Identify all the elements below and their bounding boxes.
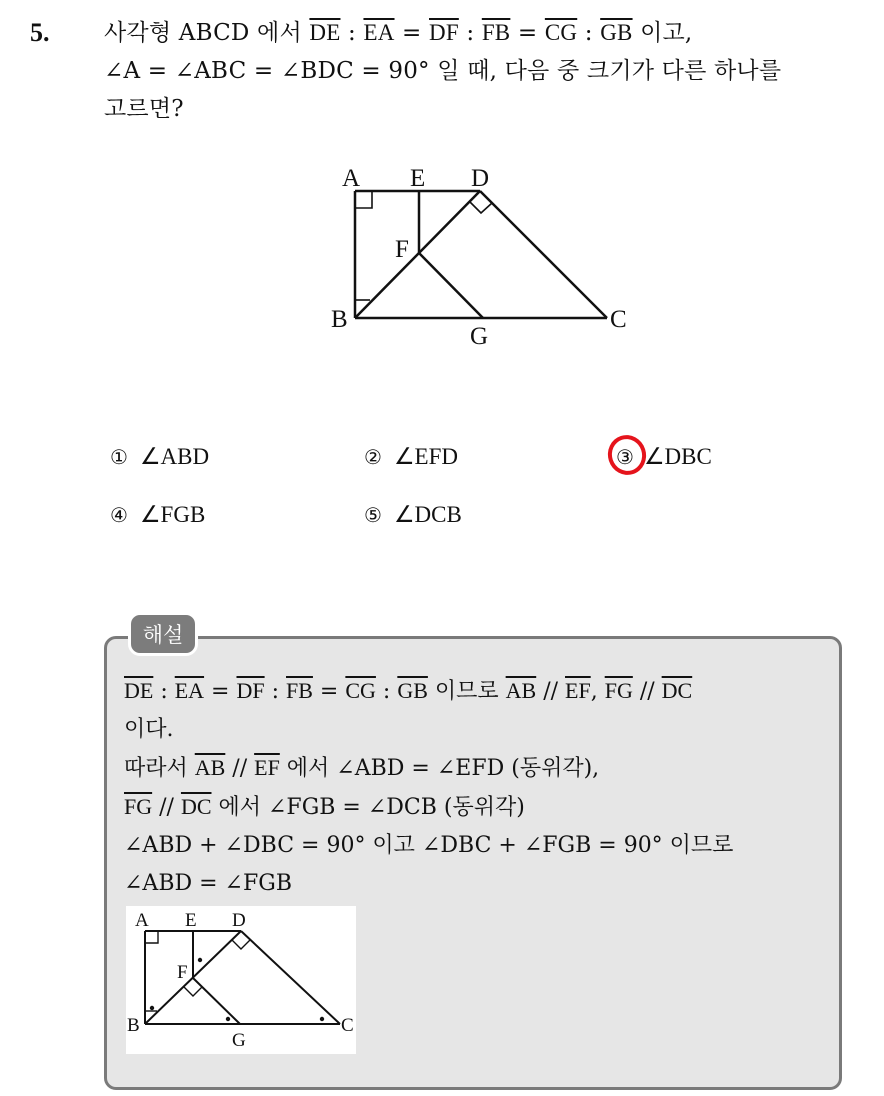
segment-DF: $\overline{DF}$ [236, 678, 265, 703]
label-D: D [471, 165, 490, 192]
sol-label-E: E [185, 910, 197, 931]
colon: : [458, 20, 482, 46]
choice-label: ∠FGB [139, 502, 206, 527]
equals: = [510, 20, 545, 46]
text: 에서 ∠ABD = ∠EFD (동위각), [279, 756, 600, 781]
stem-intro: 사각형 ABCD 에서 [104, 20, 302, 46]
segment-GB: $\overline{GB}$ [600, 20, 633, 45]
segment-AB: $\overline{AB}$ [194, 755, 226, 780]
segment-DF: $\overline{DF}$ [429, 20, 459, 45]
question-stem [104, 14, 864, 128]
segment-DC: $\overline{DC}$ [661, 678, 693, 703]
sol-label-B: B [127, 1015, 140, 1036]
segment-GB: $\overline{GB}$ [397, 678, 428, 703]
diagonal-BD [355, 191, 480, 318]
choice-label: ∠DBC [643, 444, 712, 469]
stem-tail: 이고, [632, 20, 693, 46]
equals: = [394, 20, 430, 46]
segment-CG: $\overline{CG}$ [544, 20, 578, 45]
solution-line-6: ∠ABD = ∠FGB [124, 871, 292, 896]
parallel-symbol: // [152, 795, 181, 820]
segment-EA: $\overline{EA}$ [363, 20, 395, 45]
colon: : [264, 679, 287, 704]
solution-tab: 해설 [128, 612, 198, 656]
colon: : [375, 679, 398, 704]
colon: : [340, 20, 364, 46]
right-angle-D [470, 202, 492, 213]
parallel-symbol: // [536, 679, 566, 704]
label-F: F [395, 236, 409, 263]
answer-circle-mark [603, 430, 652, 480]
choice-number: ① [110, 445, 128, 469]
choice-number: ② [364, 445, 382, 469]
choice-1[interactable] [110, 444, 209, 470]
segment-FB: $\overline{FB}$ [481, 20, 511, 45]
question-number: 5. [30, 18, 50, 47]
choice-number: ④ [110, 503, 128, 527]
segment-EA: $\overline{EA}$ [174, 678, 205, 703]
segment-FG: $\overline{FG}$ [124, 794, 153, 819]
solution-line-3 [124, 749, 834, 788]
label-A: A [342, 165, 361, 192]
segment-FB: $\overline{FB}$ [286, 678, 313, 703]
label-G: G [470, 323, 489, 350]
label-B: B [331, 306, 348, 333]
sol-label-F: F [177, 962, 188, 983]
sol-label-D: D [232, 910, 246, 931]
choice-2[interactable] [364, 444, 458, 470]
segment-AB: $\overline{AB}$ [505, 678, 537, 703]
segment-EF: $\overline{EF}$ [565, 678, 591, 703]
solution-connector: 이므로 [427, 679, 506, 704]
label-C: C [610, 306, 627, 333]
quadrilateral-figure [325, 160, 645, 360]
solution-text [124, 672, 834, 903]
segment-DE: $\overline{DE}$ [309, 20, 341, 45]
segment-CG: $\overline{CG}$ [345, 678, 376, 703]
stem-line-3: 고르면? [104, 96, 184, 122]
equals: = [204, 679, 237, 704]
colon: : [577, 20, 601, 46]
colon: : [153, 679, 175, 704]
parallel-symbol: // [632, 679, 662, 704]
solution-figure [126, 906, 356, 1054]
solution-line-1 [124, 672, 834, 711]
choice-4[interactable] [110, 502, 205, 528]
sol-label-C: C [341, 1015, 354, 1036]
comma: , [590, 679, 605, 704]
equals: = [312, 679, 346, 704]
choice-number: ⑤ [364, 503, 382, 527]
text: 에서 ∠FGB = ∠DCB (동위각) [211, 795, 525, 820]
solution-line-4 [124, 788, 834, 827]
right-angle-A [355, 191, 372, 208]
choice-number-text: ③ [616, 445, 634, 469]
segment-FG: $\overline{FG}$ [604, 678, 633, 703]
segment-EF: $\overline{EF}$ [254, 755, 280, 780]
choice-label: ∠DCB [393, 502, 462, 527]
sol-label-A: A [135, 910, 149, 931]
edge-DC [480, 191, 607, 318]
solution-line-2: 이다. [124, 717, 174, 742]
choice-3[interactable] [616, 444, 712, 470]
segment-DC: $\overline{DC}$ [180, 794, 212, 819]
text: 따라서 [124, 756, 195, 781]
stem-line-2: ∠A = ∠ABC = ∠BDC = 90° 일 때, 다음 중 크기가 다른 하나를 [104, 58, 782, 84]
sol-label-G: G [232, 1030, 246, 1051]
parallel-symbol: // [225, 756, 255, 781]
choice-5[interactable] [364, 502, 462, 528]
solution-line-5: ∠ABD + ∠DBC = 90° 이고 ∠DBC + ∠FGB = 90° 이므로 [124, 833, 734, 858]
label-E: E [410, 165, 426, 192]
stem-line-1 [104, 14, 864, 52]
choice-number [616, 445, 634, 469]
segment-DE: $\overline{DE}$ [124, 678, 154, 703]
choice-label: ∠EFD [393, 444, 459, 469]
choice-label: ∠ABD [139, 444, 210, 469]
segment-FG [419, 253, 483, 318]
